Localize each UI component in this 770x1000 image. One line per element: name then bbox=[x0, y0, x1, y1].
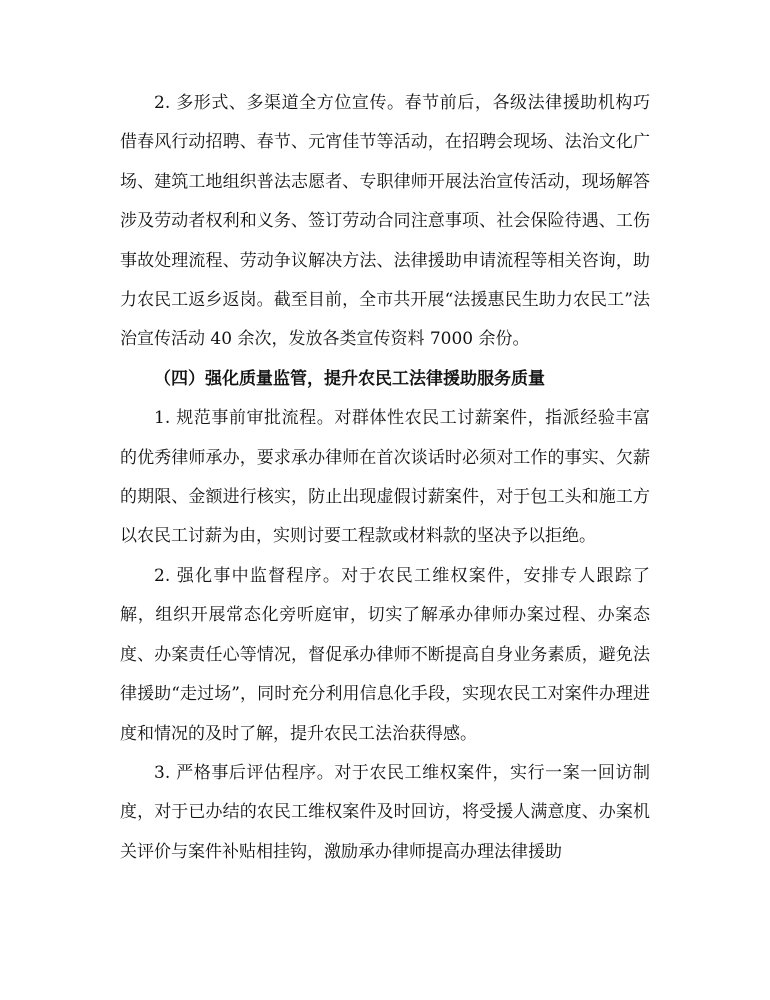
paragraph-post-evaluation: 3. 严格事后评估程序。对于农民工维权案件，实行一案一回访制度，对于已办结的农民工维权案件及时回访，将受援人满意度、办案机关评价与案件补贴相挂钩，激励承办律师提高办理法律援助 bbox=[120, 762, 650, 862]
paragraph-publicity: 2. 多形式、多渠道全方位宣传。春节前后，各级法律援助机构巧借春风行动招聘、春节、元宵佳节等活动，在招聘会现场、法治文化广场、建筑工地组织普法志愿者、专职律师开展法治宣传活动，现场解答涉及劳动者权利和义务、签订劳动合同注意事项、社会保险待遇、工伤事故处理流程、劳动争议解决方法、法律援助申请流程等相关咨询，助力农民工返乡返岗。截至目前，全市共开展“法援惠民生助力农民工”法治宣传活动 40 余次，发放各类宣传资料 7000 余份。 bbox=[120, 93, 650, 350]
section-heading-quality-supervision: （四）强化质量监管，提升农民工法律援助服务质量 bbox=[154, 368, 545, 389]
document-body bbox=[120, 84, 650, 872]
paragraph-pre-approval: 1. 规范事前审批流程。对群体性农民工讨薪案件，指派经验丰富的优秀律师承办，要求承办律师在首次谈话时必须对工作的事实、欠薪的期限、金额进行核实，防止出现虚假讨薪案件，对于包工头和施工方以农民工讨薪为由，实则讨要工程款或材料款的坚决予以拒绝。 bbox=[120, 408, 650, 547]
paragraph-in-process-supervision: 2. 强化事中监督程序。对于农民工维权案件，安排专人跟踪了解，组织开展常态化旁听庭审，切实了解承办律师办案过程、办案态度、办案责任心等情况，督促承办律师不断提高自身业务素质，避免法律援助“走过场”，同时充分利用信息化手段，实现农民工对案件办理进度和情况的及时了解，提升农民工法治获得感。 bbox=[120, 565, 650, 744]
